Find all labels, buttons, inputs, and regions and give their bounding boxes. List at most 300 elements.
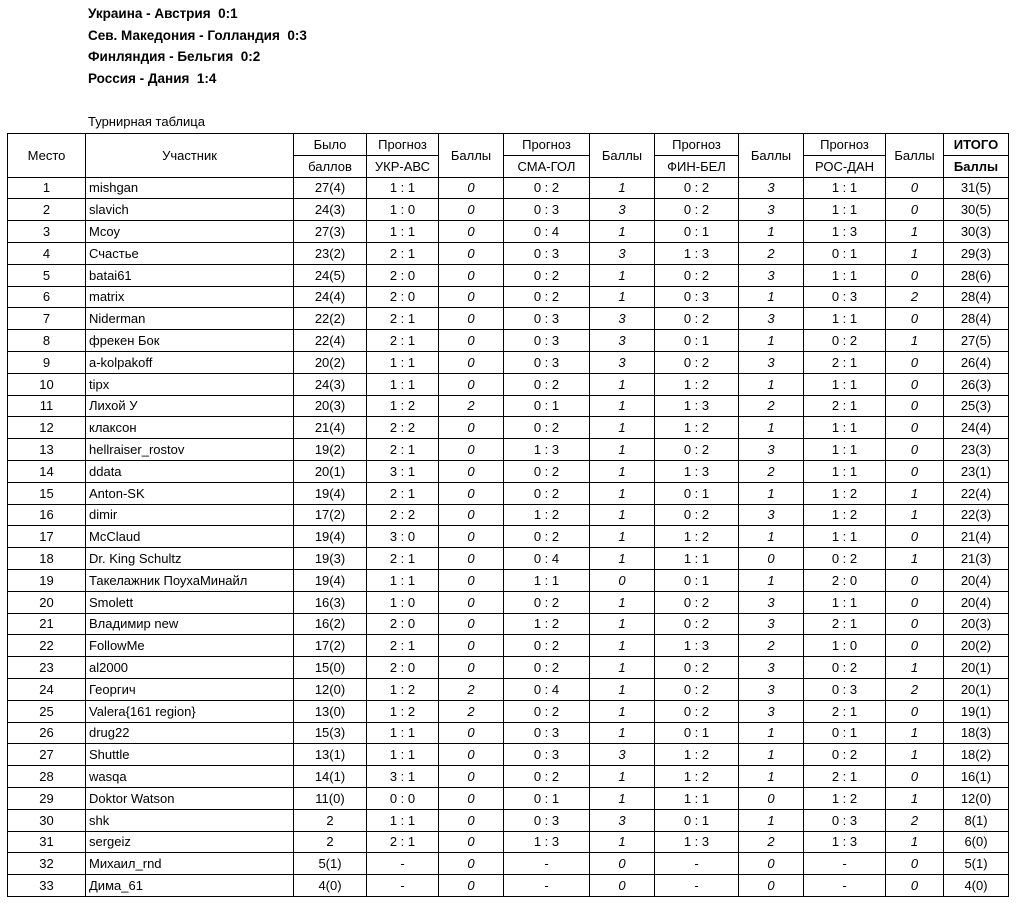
cell-points-3: 3: [739, 613, 804, 635]
cell-points-2: 3: [590, 308, 655, 330]
cell-was: 17(2): [294, 504, 367, 526]
cell-prediction-4: 1 : 1: [804, 417, 886, 439]
cell-points-4: 0: [886, 460, 944, 482]
cell-points-3: 3: [739, 439, 804, 461]
cell-points-2: 3: [590, 351, 655, 373]
table-row: [8, 657, 1009, 679]
cell-prediction-1: 1 : 2: [367, 678, 439, 700]
cell-place: 15: [8, 482, 86, 504]
cell-prediction-2: -: [504, 853, 590, 875]
table-row: [8, 308, 1009, 330]
cell-points-3: 1: [739, 526, 804, 548]
cell-prediction-4: 1 : 1: [804, 526, 886, 548]
cell-points-4: 0: [886, 395, 944, 417]
cell-points-4: 1: [886, 722, 944, 744]
cell-points-4: 1: [886, 504, 944, 526]
table-row: [8, 221, 1009, 243]
cell-points-2: 0: [590, 853, 655, 875]
cell-place: 28: [8, 766, 86, 788]
cell-prediction-4: 1 : 2: [804, 482, 886, 504]
cell-participant: Счастье: [86, 242, 294, 264]
cell-was: 27(3): [294, 221, 367, 243]
header-place: Место: [8, 134, 86, 178]
cell-prediction-1: 1 : 1: [367, 569, 439, 591]
cell-points-4: 0: [886, 417, 944, 439]
cell-points-1: 0: [439, 787, 504, 809]
cell-prediction-1: 1 : 1: [367, 177, 439, 199]
cell-points-2: 3: [590, 330, 655, 352]
cell-prediction-2: 0 : 2: [504, 417, 590, 439]
cell-points-1: 0: [439, 635, 504, 657]
cell-points-3: 0: [739, 548, 804, 570]
cell-was: 19(4): [294, 526, 367, 548]
cell-points-4: 0: [886, 591, 944, 613]
cell-prediction-2: 0 : 3: [504, 330, 590, 352]
cell-points-2: 1: [590, 439, 655, 461]
cell-prediction-2: 1 : 3: [504, 831, 590, 853]
cell-place: 14: [8, 460, 86, 482]
table-caption: Турнирная таблица: [88, 114, 205, 129]
cell-place: 30: [8, 809, 86, 831]
cell-participant: Владимир new: [86, 613, 294, 635]
cell-points-1: 0: [439, 373, 504, 395]
cell-prediction-3: -: [655, 853, 739, 875]
header-points-1: Баллы: [439, 134, 504, 178]
cell-participant: Doktor Watson: [86, 787, 294, 809]
cell-points-3: 2: [739, 831, 804, 853]
cell-total: 31(5): [944, 177, 1009, 199]
cell-place: 21: [8, 613, 86, 635]
cell-prediction-3: 0 : 2: [655, 591, 739, 613]
table-row: [8, 700, 1009, 722]
cell-participant: ddata: [86, 460, 294, 482]
cell-points-1: 0: [439, 221, 504, 243]
header-total-bottom: Баллы: [944, 155, 1009, 177]
cell-was: 14(1): [294, 766, 367, 788]
header-prognoz-1: Прогноз: [367, 134, 439, 156]
cell-prediction-1: 3 : 1: [367, 766, 439, 788]
cell-points-4: 1: [886, 787, 944, 809]
cell-points-2: 1: [590, 177, 655, 199]
cell-prediction-2: 1 : 2: [504, 504, 590, 526]
cell-prediction-1: 1 : 2: [367, 395, 439, 417]
cell-points-1: 2: [439, 678, 504, 700]
cell-points-2: 1: [590, 482, 655, 504]
cell-was: 24(3): [294, 199, 367, 221]
cell-prediction-4: 1 : 1: [804, 591, 886, 613]
cell-points-3: 2: [739, 460, 804, 482]
cell-points-2: 1: [590, 722, 655, 744]
cell-points-3: 1: [739, 286, 804, 308]
cell-prediction-3: -: [655, 875, 739, 897]
cell-prediction-3: 0 : 1: [655, 221, 739, 243]
header-prognoz-2: Прогноз: [504, 134, 590, 156]
cell-prediction-4: 2 : 0: [804, 569, 886, 591]
cell-participant: a-kolpakoff: [86, 351, 294, 373]
cell-participant: dimir: [86, 504, 294, 526]
cell-total: 4(0): [944, 875, 1009, 897]
standings-table: [7, 133, 1009, 897]
cell-points-1: 0: [439, 569, 504, 591]
cell-points-2: 1: [590, 635, 655, 657]
cell-points-4: 1: [886, 548, 944, 570]
cell-prediction-4: 1 : 1: [804, 460, 886, 482]
cell-prediction-2: 0 : 1: [504, 787, 590, 809]
cell-prediction-3: 0 : 2: [655, 678, 739, 700]
cell-points-4: 1: [886, 221, 944, 243]
cell-place: 13: [8, 439, 86, 461]
cell-points-1: 0: [439, 613, 504, 635]
cell-was: 23(2): [294, 242, 367, 264]
cell-points-2: 3: [590, 242, 655, 264]
cell-points-3: 2: [739, 242, 804, 264]
cell-prediction-4: 1 : 1: [804, 373, 886, 395]
cell-prediction-3: 1 : 1: [655, 787, 739, 809]
cell-was: 12(0): [294, 678, 367, 700]
cell-participant: FollowMe: [86, 635, 294, 657]
cell-prediction-3: 1 : 3: [655, 831, 739, 853]
cell-prediction-3: 0 : 2: [655, 439, 739, 461]
cell-prediction-1: 2 : 2: [367, 417, 439, 439]
cell-was: 15(3): [294, 722, 367, 744]
cell-prediction-3: 0 : 1: [655, 330, 739, 352]
cell-participant: Shuttle: [86, 744, 294, 766]
table-row: [8, 417, 1009, 439]
cell-points-4: 0: [886, 853, 944, 875]
cell-place: 24: [8, 678, 86, 700]
cell-place: 29: [8, 787, 86, 809]
cell-was: 16(2): [294, 613, 367, 635]
cell-participant: Михаил_rnd: [86, 853, 294, 875]
cell-participant: клаксон: [86, 417, 294, 439]
cell-prediction-2: -: [504, 875, 590, 897]
cell-points-2: 1: [590, 460, 655, 482]
cell-prediction-2: 0 : 4: [504, 548, 590, 570]
cell-prediction-4: 1 : 3: [804, 221, 886, 243]
table-row: [8, 635, 1009, 657]
cell-prediction-1: 1 : 2: [367, 700, 439, 722]
cell-points-4: 0: [886, 199, 944, 221]
cell-total: 30(3): [944, 221, 1009, 243]
cell-points-4: 0: [886, 635, 944, 657]
cell-points-4: 1: [886, 242, 944, 264]
cell-prediction-1: 2 : 1: [367, 635, 439, 657]
cell-points-2: 0: [590, 569, 655, 591]
cell-was: 13(1): [294, 744, 367, 766]
cell-points-2: 1: [590, 504, 655, 526]
cell-points-3: 2: [739, 635, 804, 657]
cell-participant: sergeiz: [86, 831, 294, 853]
cell-participant: drug22: [86, 722, 294, 744]
cell-total: 28(4): [944, 308, 1009, 330]
cell-points-2: 1: [590, 591, 655, 613]
cell-points-4: 2: [886, 286, 944, 308]
cell-prediction-3: 1 : 3: [655, 460, 739, 482]
cell-prediction-1: 2 : 1: [367, 482, 439, 504]
cell-prediction-3: 0 : 2: [655, 700, 739, 722]
table-row: [8, 330, 1009, 352]
cell-participant: tipx: [86, 373, 294, 395]
cell-prediction-3: 1 : 2: [655, 417, 739, 439]
table-row: [8, 831, 1009, 853]
cell-points-1: 0: [439, 177, 504, 199]
cell-prediction-3: 0 : 2: [655, 177, 739, 199]
cell-prediction-2: 1 : 3: [504, 439, 590, 461]
cell-place: 23: [8, 657, 86, 679]
cell-prediction-3: 0 : 2: [655, 613, 739, 635]
cell-points-1: 0: [439, 351, 504, 373]
table-row: [8, 504, 1009, 526]
cell-prediction-1: 2 : 1: [367, 308, 439, 330]
cell-prediction-1: 2 : 0: [367, 657, 439, 679]
table-row: [8, 395, 1009, 417]
cell-was: 19(3): [294, 548, 367, 570]
cell-prediction-1: 2 : 1: [367, 242, 439, 264]
cell-points-1: 0: [439, 657, 504, 679]
cell-prediction-4: 2 : 1: [804, 351, 886, 373]
cell-was: 24(3): [294, 373, 367, 395]
cell-participant: al2000: [86, 657, 294, 679]
table-body: [8, 177, 1009, 896]
table-row: [8, 439, 1009, 461]
cell-place: 11: [8, 395, 86, 417]
cell-prediction-3: 0 : 2: [655, 199, 739, 221]
cell-points-4: 1: [886, 330, 944, 352]
cell-total: 20(1): [944, 678, 1009, 700]
cell-points-2: 1: [590, 766, 655, 788]
cell-prediction-4: 1 : 3: [804, 831, 886, 853]
cell-points-2: 3: [590, 199, 655, 221]
header-points-4: Баллы: [886, 134, 944, 178]
cell-total: 20(4): [944, 591, 1009, 613]
cell-prediction-1: 2 : 2: [367, 504, 439, 526]
cell-points-1: 0: [439, 417, 504, 439]
cell-prediction-1: 1 : 1: [367, 744, 439, 766]
cell-points-4: 2: [886, 809, 944, 831]
cell-points-1: 0: [439, 286, 504, 308]
cell-place: 1: [8, 177, 86, 199]
cell-participant: hellraiser_rostov: [86, 439, 294, 461]
cell-points-2: 1: [590, 526, 655, 548]
cell-was: 20(3): [294, 395, 367, 417]
cell-prediction-1: 2 : 0: [367, 286, 439, 308]
cell-points-1: 0: [439, 526, 504, 548]
header-was-top: Было: [294, 134, 367, 156]
cell-prediction-3: 1 : 2: [655, 373, 739, 395]
cell-points-1: 0: [439, 199, 504, 221]
header-points-3: Баллы: [739, 134, 804, 178]
cell-participant: Такелажник ПоухаМинайл: [86, 569, 294, 591]
header-was-bottom: баллов: [294, 155, 367, 177]
cell-points-3: 1: [739, 221, 804, 243]
cell-was: 19(4): [294, 569, 367, 591]
cell-total: 27(5): [944, 330, 1009, 352]
match-result-line: Россия - Дания 1:4: [88, 70, 217, 86]
cell-prediction-4: 0 : 2: [804, 657, 886, 679]
cell-points-2: 1: [590, 678, 655, 700]
cell-prediction-1: 2 : 0: [367, 613, 439, 635]
cell-participant: matrix: [86, 286, 294, 308]
cell-prediction-2: 0 : 3: [504, 809, 590, 831]
table-row: [8, 613, 1009, 635]
cell-points-2: 1: [590, 373, 655, 395]
cell-prediction-2: 0 : 3: [504, 722, 590, 744]
cell-prediction-4: 1 : 1: [804, 308, 886, 330]
cell-prediction-2: 0 : 2: [504, 591, 590, 613]
header-match-4: РОС-ДАН: [804, 155, 886, 177]
cell-prediction-4: 1 : 1: [804, 199, 886, 221]
cell-was: 15(0): [294, 657, 367, 679]
cell-points-2: 1: [590, 787, 655, 809]
table-row: [8, 460, 1009, 482]
cell-points-4: 0: [886, 177, 944, 199]
cell-prediction-4: 2 : 1: [804, 613, 886, 635]
match-result-line: Финляндия - Бельгия 0:2: [88, 49, 261, 64]
cell-points-1: 0: [439, 744, 504, 766]
cell-points-4: 0: [886, 613, 944, 635]
cell-prediction-2: 0 : 2: [504, 373, 590, 395]
cell-place: 12: [8, 417, 86, 439]
cell-participant: batai61: [86, 264, 294, 286]
cell-points-2: 0: [590, 875, 655, 897]
cell-prediction-1: 2 : 1: [367, 831, 439, 853]
cell-prediction-3: 1 : 3: [655, 242, 739, 264]
cell-points-1: 0: [439, 504, 504, 526]
cell-was: 13(0): [294, 700, 367, 722]
cell-participant: wasqa: [86, 766, 294, 788]
cell-points-3: 0: [739, 787, 804, 809]
cell-points-1: 2: [439, 395, 504, 417]
cell-was: 21(4): [294, 417, 367, 439]
cell-points-3: 3: [739, 700, 804, 722]
cell-place: 27: [8, 744, 86, 766]
cell-points-3: 3: [739, 351, 804, 373]
cell-prediction-4: 1 : 1: [804, 177, 886, 199]
cell-prediction-2: 0 : 3: [504, 199, 590, 221]
cell-place: 6: [8, 286, 86, 308]
table-row: [8, 591, 1009, 613]
table-row: [8, 569, 1009, 591]
cell-points-1: 2: [439, 700, 504, 722]
cell-points-4: 0: [886, 526, 944, 548]
header-total-top: ИТОГО: [944, 134, 1009, 156]
cell-prediction-1: 2 : 1: [367, 330, 439, 352]
cell-participant: Anton-SK: [86, 482, 294, 504]
table-row: [8, 242, 1009, 264]
cell-points-1: 0: [439, 875, 504, 897]
cell-total: 12(0): [944, 787, 1009, 809]
cell-place: 17: [8, 526, 86, 548]
cell-prediction-2: 0 : 2: [504, 177, 590, 199]
cell-points-3: 3: [739, 657, 804, 679]
cell-was: 2: [294, 831, 367, 853]
cell-points-2: 1: [590, 613, 655, 635]
header-match-1: УКР-АВС: [367, 155, 439, 177]
cell-prediction-3: 0 : 1: [655, 722, 739, 744]
cell-prediction-3: 1 : 3: [655, 395, 739, 417]
cell-total: 24(4): [944, 417, 1009, 439]
cell-was: 20(1): [294, 460, 367, 482]
cell-total: 6(0): [944, 831, 1009, 853]
cell-place: 3: [8, 221, 86, 243]
cell-points-3: 0: [739, 853, 804, 875]
cell-points-3: 3: [739, 199, 804, 221]
cell-points-2: 1: [590, 831, 655, 853]
cell-total: 18(3): [944, 722, 1009, 744]
cell-prediction-1: 0 : 0: [367, 787, 439, 809]
cell-prediction-1: 3 : 1: [367, 460, 439, 482]
cell-points-1: 0: [439, 722, 504, 744]
cell-points-4: 1: [886, 482, 944, 504]
cell-total: 25(3): [944, 395, 1009, 417]
cell-points-4: 0: [886, 351, 944, 373]
cell-prediction-3: 0 : 2: [655, 504, 739, 526]
cell-points-3: 3: [739, 177, 804, 199]
cell-prediction-4: -: [804, 875, 886, 897]
cell-total: 26(3): [944, 373, 1009, 395]
table-row: [8, 482, 1009, 504]
cell-participant: Mcoy: [86, 221, 294, 243]
cell-total: 20(2): [944, 635, 1009, 657]
cell-points-2: 1: [590, 221, 655, 243]
cell-points-3: 1: [739, 569, 804, 591]
cell-prediction-2: 0 : 4: [504, 678, 590, 700]
cell-points-1: 0: [439, 460, 504, 482]
cell-place: 26: [8, 722, 86, 744]
cell-prediction-4: 0 : 3: [804, 678, 886, 700]
cell-points-3: 3: [739, 678, 804, 700]
cell-was: 24(5): [294, 264, 367, 286]
cell-prediction-1: 1 : 1: [367, 351, 439, 373]
cell-points-3: 1: [739, 809, 804, 831]
cell-points-1: 0: [439, 482, 504, 504]
cell-was: 16(3): [294, 591, 367, 613]
header-match-2: СМА-ГОЛ: [504, 155, 590, 177]
cell-points-3: 3: [739, 504, 804, 526]
cell-prediction-1: 1 : 1: [367, 722, 439, 744]
cell-points-3: 1: [739, 373, 804, 395]
cell-points-2: 3: [590, 809, 655, 831]
cell-total: 20(1): [944, 657, 1009, 679]
cell-points-2: 1: [590, 548, 655, 570]
cell-prediction-3: 0 : 2: [655, 351, 739, 373]
cell-points-4: 1: [886, 657, 944, 679]
cell-place: 31: [8, 831, 86, 853]
table-row: [8, 678, 1009, 700]
cell-points-4: 2: [886, 678, 944, 700]
cell-points-4: 0: [886, 308, 944, 330]
cell-prediction-3: 0 : 2: [655, 657, 739, 679]
cell-prediction-4: 0 : 2: [804, 330, 886, 352]
cell-points-2: 1: [590, 264, 655, 286]
cell-place: 18: [8, 548, 86, 570]
cell-place: 7: [8, 308, 86, 330]
cell-place: 20: [8, 591, 86, 613]
header-match-3: ФИН-БЕЛ: [655, 155, 739, 177]
cell-prediction-2: 1 : 2: [504, 613, 590, 635]
cell-prediction-4: 1 : 2: [804, 504, 886, 526]
cell-prediction-2: 0 : 2: [504, 635, 590, 657]
cell-points-1: 0: [439, 264, 504, 286]
cell-prediction-3: 0 : 2: [655, 308, 739, 330]
cell-points-2: 1: [590, 657, 655, 679]
cell-prediction-4: 1 : 1: [804, 264, 886, 286]
cell-place: 2: [8, 199, 86, 221]
cell-prediction-2: 0 : 2: [504, 657, 590, 679]
cell-points-1: 0: [439, 809, 504, 831]
cell-prediction-4: 0 : 1: [804, 722, 886, 744]
cell-points-4: 0: [886, 264, 944, 286]
